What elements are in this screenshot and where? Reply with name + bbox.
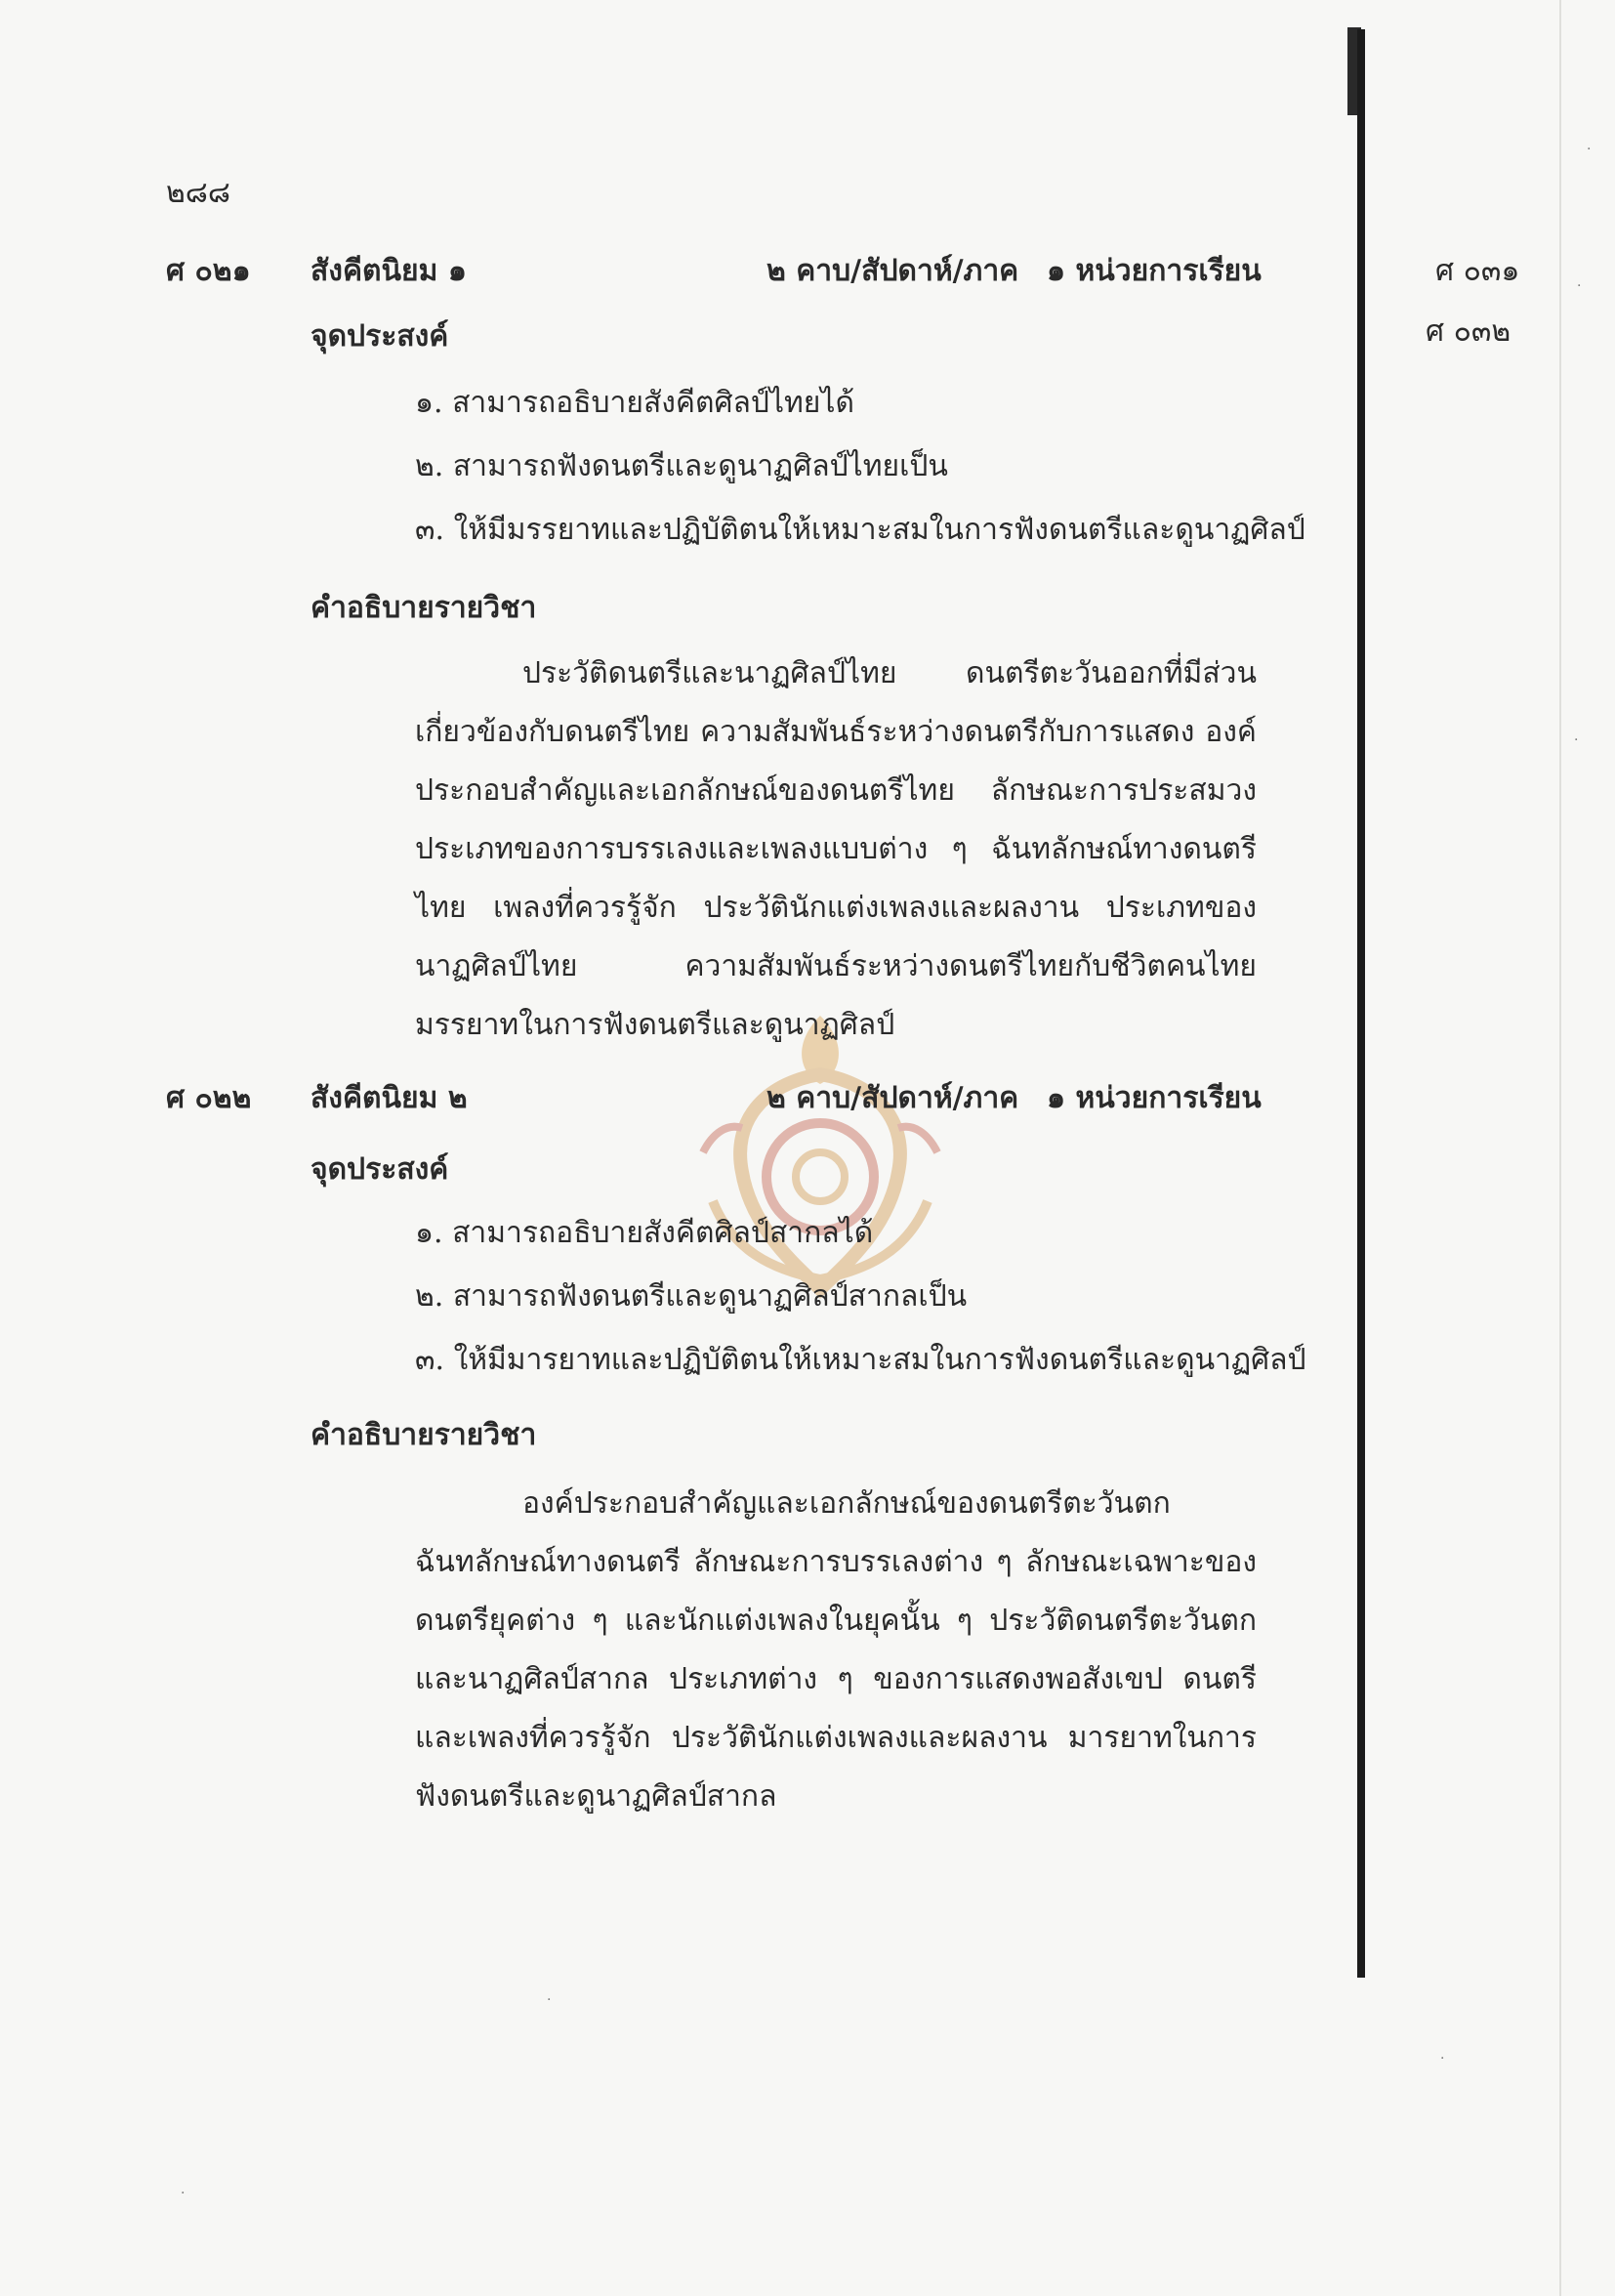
- scan-speck: ·: [1577, 278, 1582, 294]
- adjacent-course-code: ศ ๐๓๒: [1426, 314, 1511, 349]
- scan-speck: ·: [181, 2186, 186, 2201]
- objective-item: ๒. สามารถฟังดนตรีและดูนาฏศิลป์ไทยเป็น: [415, 449, 948, 483]
- binding-shadow: [1357, 29, 1365, 1978]
- course-description: องค์ประกอบสำคัญและเอกลักษณ์ของดนตรีตะวันตก ฉันทลักษณ์ทางดนตรี ลักษณะการบรรเลงต่าง ๆ ลักษณะเฉพาะของดนตรียุคต่าง ๆ และนักแต่งเพลงในยุคนั้น ๆ ประวัติดนตรีตะวันตกและนาฏศิลป์สากล ประเภทต่าง ๆ ของการแสดงพอสังเขป ดนตรีและเพลงที่ควรรู้จัก ประวัตินักแต่งเพลงและผลงาน มารยาทในการฟังดนตรีและดูนาฏศิลป์สากล: [415, 1486, 1257, 1814]
- description-heading: คำอธิบายรายวิชา: [311, 591, 537, 625]
- course-credits: ๑ หน่วยการเรียน: [1047, 254, 1262, 288]
- course-code: ศ ๐๒๑: [166, 254, 251, 288]
- objectives-heading: จุดประสงค์: [311, 1152, 449, 1187]
- course-credits: ๑ หน่วยการเรียน: [1047, 1081, 1262, 1115]
- objectives-heading: จุดประสงค์: [311, 319, 449, 354]
- scan-speck: ·: [1440, 2051, 1445, 2066]
- description-heading: คำอธิบายรายวิชา: [311, 1418, 537, 1452]
- scan-speck: ·: [1587, 142, 1592, 157]
- course-name: สังคีตนิยม ๒: [311, 1081, 468, 1115]
- adjacent-course-code: ศ ๐๓๑: [1435, 254, 1520, 288]
- course-code: ศ ๐๒๒: [166, 1081, 252, 1115]
- objective-item: ๓. ให้มีมารยาทและปฏิบัติตนให้เหมาะสมในการฟังดนตรีและดูนาฏศิลป์: [415, 1343, 1306, 1377]
- objective-item: ๒. สามารถฟังดนตรีและดูนาฏศิลป์สากลเป็น: [415, 1279, 968, 1314]
- objective-item: ๓. ให้มีมรรยาทและปฏิบัติตนให้เหมาะสมในการฟังดนตรีและดูนาฏศิลป์: [415, 513, 1305, 547]
- course-name: สังคีตนิยม ๑: [311, 254, 467, 288]
- course-hours: ๒ คาบ/สัปดาห์/ภาค: [766, 1081, 1019, 1115]
- course-description: ประวัติดนตรีและนาฏศิลป์ไทย ดนตรีตะวันออกที่มีส่วนเกี่ยวข้องกับดนตรีไทย ความสัมพันธ์ระหว่างดนตรีกับการแสดง องค์ประกอบสำคัญและเอกลักษณ์ของดนตรีไทย ลักษณะการประสมวง ประเภทของการบรรเลงและเพลงแบบต่าง ๆ ฉันทลักษณ์ทางดนตรีไทย เพลงที่ควรรู้จัก ประวัตินักแต่งเพลงและผลงาน ประเภทของนาฏศิลป์ไทย ความสัมพันธ์ระหว่างดนตรีไทยกับชีวิตคนไทย มรรยาทในการฟังดนตรีและดูนาฏศิลป์: [415, 656, 1257, 1042]
- page-number: ๒๘๘: [166, 176, 231, 210]
- course-hours: ๒ คาบ/สัปดาห์/ภาค: [766, 254, 1019, 288]
- objective-item: ๑. สามารถอธิบายสังคีตศิลป์ไทยได้: [415, 386, 854, 420]
- objective-item: ๑. สามารถอธิบายสังคีตศิลป์สากลได้: [415, 1216, 874, 1250]
- scan-speck: ·: [1574, 732, 1579, 748]
- scan-speck: ·: [547, 1992, 552, 2008]
- scan-edge-line: [1559, 0, 1561, 2296]
